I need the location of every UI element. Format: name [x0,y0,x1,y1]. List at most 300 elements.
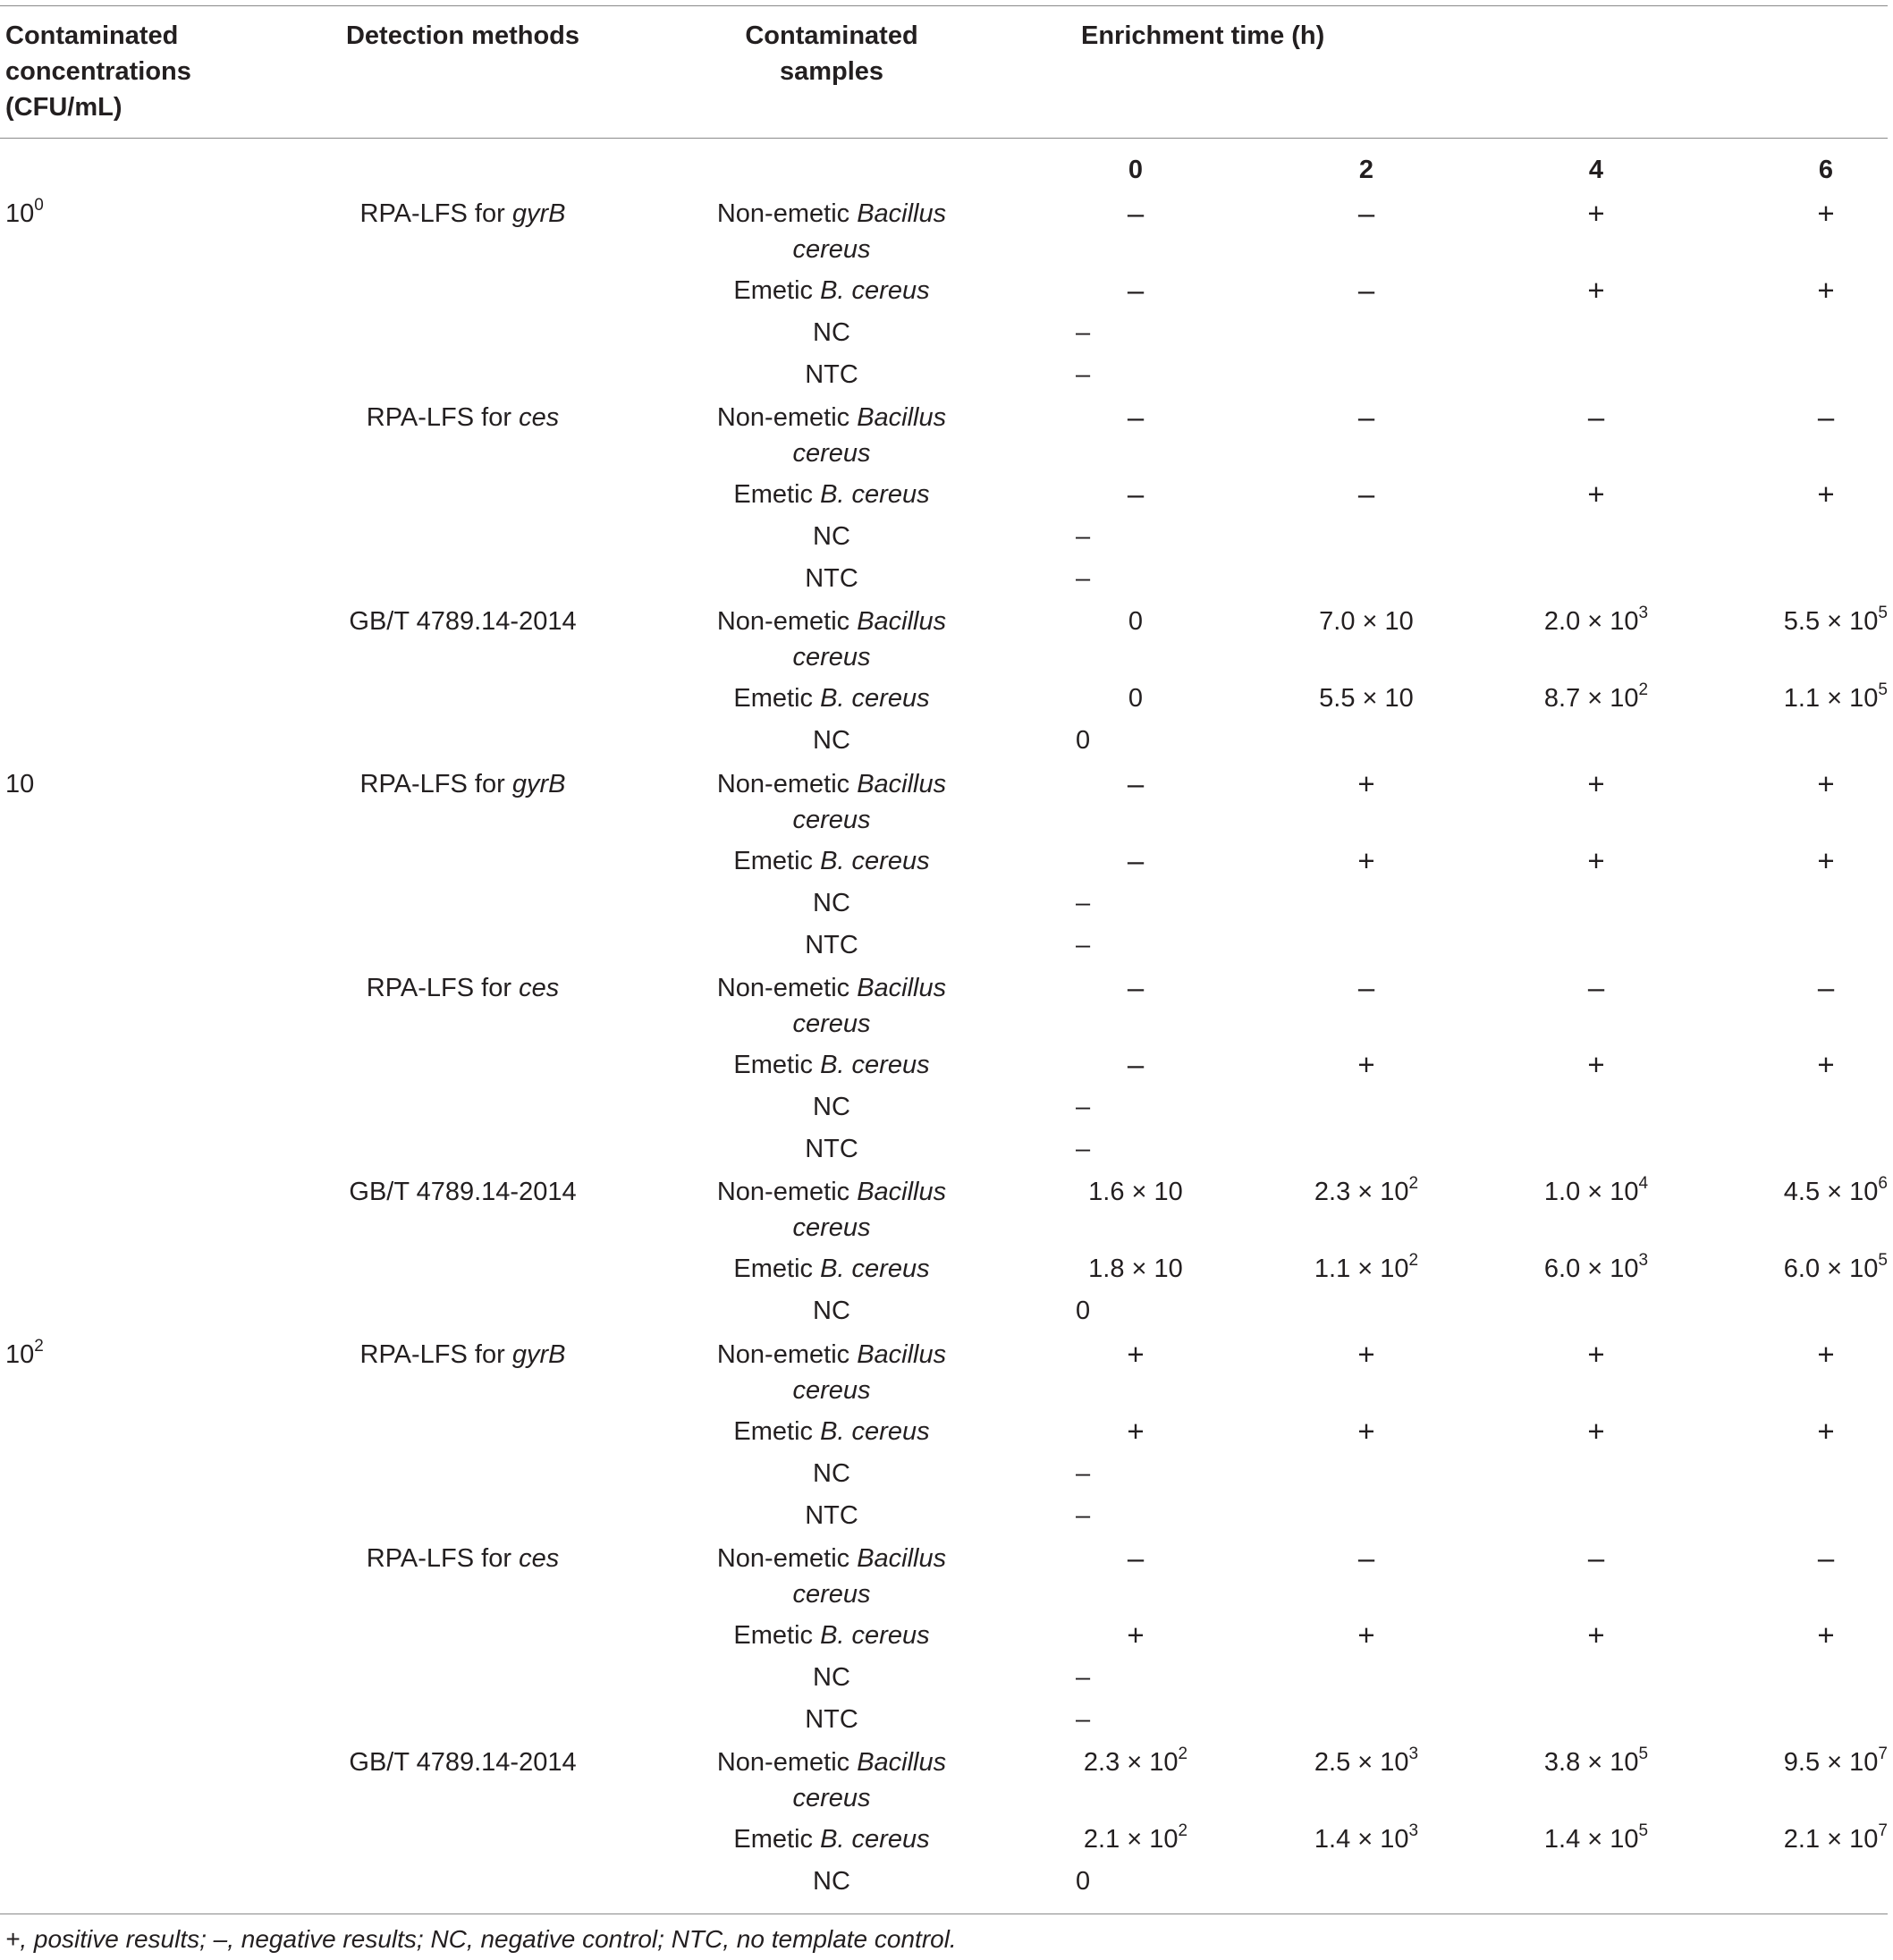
count-mantissa: 3.8 [1543,1748,1581,1777]
sample-line [697,604,966,639]
concentration-exponent: 0 [34,196,44,215]
sample-line [697,435,966,471]
sample-text-italic: B. cereus [820,480,930,509]
times-sign: × 10 [1355,607,1414,636]
sample-line [697,1373,966,1408]
result-cell: – [1127,1542,1145,1575]
sample-label [697,1863,966,1899]
sample-text-italic: Bacillus [857,770,947,798]
header-concentration: Contaminated concentrations (CFU/mL) [5,21,191,122]
result-cell: – [1357,197,1375,230]
sample-text: Non-emetic [716,403,858,432]
sample-text: Emetic [733,684,821,713]
result-cell: + [1587,767,1605,800]
count-cell [1268,1821,1465,1857]
result-cell: – [1127,477,1145,511]
sample-text-italic: Bacillus [857,607,947,636]
count-mantissa: 2.3 [1083,1748,1120,1777]
result-cell: – [1076,564,1091,593]
result-cell: – [1076,522,1091,551]
sample-text: Emetic [733,847,821,875]
result-cell: + [1587,274,1605,307]
gene-name: ces [519,1544,560,1573]
result-cell: – [1127,971,1145,1004]
sample-text: Emetic [733,276,821,305]
times-sign: × 10 [1350,1748,1409,1777]
result-cell: 0 [1076,1867,1091,1896]
count-cell [1037,680,1234,716]
count-mantissa: 1.0 [1543,1178,1581,1206]
sample-text-italic: Bacillus [857,1544,947,1573]
result-cell: – [1357,274,1375,307]
sample-text: Non-emetic [716,607,858,636]
result-cell: + [1817,1048,1835,1081]
result-cell: + [1357,1048,1375,1081]
count-cell [1498,1745,1694,1780]
sample-label [697,1618,966,1653]
sample-text-italic: cereus [792,1213,871,1242]
result-cell: – [1357,477,1375,511]
count-exponent: 5 [1878,1251,1888,1271]
count-exponent: 2 [1638,680,1649,700]
sample-text: NC [813,522,850,551]
count-cell [1699,680,1888,716]
method-text: RPA-LFS for [366,974,520,1002]
method-text: RPA-LFS for [359,770,512,798]
times-sign: × 10 [1580,1255,1639,1283]
sample-label [697,1745,966,1816]
sample-label [697,1821,966,1857]
times-sign: × 10 [1820,1178,1879,1206]
sample-text: NC [813,1093,850,1121]
result-cell: + [1817,197,1835,230]
sample-text: NTC [805,360,858,389]
sample-label [697,970,966,1042]
sample-line [697,970,966,1006]
method-label [295,604,630,639]
sample-line [697,1780,966,1816]
sample-text: NC [813,1867,850,1896]
gene-name: ces [519,974,560,1002]
times-sign: × 10 [1580,1178,1639,1206]
times-sign: × 10 [1580,684,1639,713]
count-mantissa: 1.4 [1314,1825,1351,1854]
sample-text-italic: B. cereus [820,1825,930,1854]
sample-text-italic: Bacillus [857,974,947,1002]
times-sign: × 10 [1120,1748,1179,1777]
times-sign: × 10 [1350,1178,1409,1206]
sample-text-italic: cereus [792,806,871,834]
sample-text: NTC [805,1705,858,1734]
sample-text-italic: Bacillus [857,199,947,228]
count-cell [1699,1821,1888,1857]
result-cell: – [1076,1459,1091,1488]
times-sign: × 10 [1820,1748,1879,1777]
result-cell: – [1127,274,1145,307]
sample-text: Non-emetic [716,974,858,1002]
count-exponent: 5 [1638,1821,1649,1841]
method-label [295,766,630,802]
result-cell: – [1076,1093,1091,1121]
result-cell: – [1076,1135,1091,1163]
count-mantissa: 1.1 [1783,684,1821,713]
count-mantissa: 0 [1128,607,1144,636]
sample-label [697,722,966,758]
result-cell: – [1127,197,1145,230]
times-sign: × 10 [1350,1825,1409,1854]
count-exponent: 5 [1878,680,1888,700]
method-label [295,1174,630,1210]
result-cell: + [1817,477,1835,511]
result-cell: – [1357,971,1375,1004]
result-cell: – [1076,360,1091,389]
sample-text-italic: Bacillus [857,403,947,432]
method-text: RPA-LFS for [366,1544,520,1573]
count-mantissa: 2.0 [1543,607,1581,636]
result-cell: – [1357,401,1375,434]
sample-line [697,1576,966,1612]
sample-label [697,1660,966,1695]
sample-text-italic: cereus [792,1376,871,1405]
sample-text-italic: cereus [792,643,871,672]
sample-text: NC [813,1663,850,1692]
count-exponent: 7 [1878,1821,1888,1841]
count-cell [1699,604,1888,639]
sample-text: Non-emetic [716,1178,858,1206]
count-mantissa: 5.5 [1319,684,1356,713]
sample-text: Non-emetic [716,1340,858,1369]
count-mantissa: 7.0 [1319,607,1356,636]
concentration-label [5,196,44,232]
header-rule [0,138,1888,139]
gene-name: gyrB [511,199,566,228]
count-exponent: 3 [1638,1251,1649,1271]
sample-text-italic: Bacillus [857,1748,947,1777]
sample-text-italic: B. cereus [820,847,930,875]
result-cell: + [1357,1415,1375,1448]
method-text: RPA-LFS for [359,199,512,228]
count-exponent: 7 [1878,1745,1888,1764]
result-cell: – [1817,1542,1835,1575]
count-mantissa: 2.1 [1783,1825,1821,1854]
times-sign: × 10 [1580,1825,1639,1854]
result-cell: 0 [1076,726,1091,755]
concentration-base: 10 [5,770,35,798]
sample-label [697,885,966,921]
count-mantissa: 1.4 [1543,1825,1581,1854]
sample-label [697,1498,966,1533]
method-text: GB/T 4789.14-2014 [349,1178,577,1206]
result-cell: + [1587,844,1605,877]
sample-line [697,1174,966,1210]
result-cell: + [1817,844,1835,877]
concentration-base: 10 [5,199,35,228]
sample-label [697,1047,966,1083]
sample-text: NTC [805,1135,858,1163]
sample-text-italic: Bacillus [857,1178,947,1206]
sample-line [697,196,966,232]
times-sign: × 10 [1124,1255,1183,1283]
method-label [295,1745,630,1780]
method-label [295,196,630,232]
result-cell: – [1127,401,1145,434]
sample-label [697,561,966,596]
sample-label [697,1541,966,1612]
sample-text: Emetic [733,1417,821,1446]
count-cell [1037,1251,1234,1287]
sample-label [697,315,966,351]
sample-label [697,400,966,471]
result-cell: + [1357,767,1375,800]
sample-text: NC [813,1459,850,1488]
count-mantissa: 1.1 [1314,1255,1351,1283]
times-sign: × 10 [1820,1825,1879,1854]
count-cell [1037,1821,1234,1857]
sample-label [697,843,966,879]
sample-text: Non-emetic [716,199,858,228]
result-cell: + [1587,477,1605,511]
count-cell [1498,1821,1694,1857]
sample-text: NTC [805,1501,858,1530]
result-cell: – [1076,931,1091,959]
sample-line [697,1006,966,1042]
method-label [295,1541,630,1576]
sample-line [697,232,966,267]
result-cell: + [1127,1415,1145,1448]
times-sign: × 10 [1580,1748,1639,1777]
sample-label [697,477,966,512]
count-exponent: 2 [1178,1745,1188,1764]
result-cell: – [1076,318,1091,347]
sample-label [697,1337,966,1408]
count-cell [1498,1174,1694,1210]
gene-name: ces [519,403,560,432]
count-exponent: 3 [1408,1821,1419,1841]
times-sign: × 10 [1580,607,1639,636]
count-mantissa: 1.8 [1088,1255,1125,1283]
sample-text-italic: cereus [792,439,871,468]
result-cell: + [1817,767,1835,800]
count-cell [1699,1174,1888,1210]
sample-line [697,1210,966,1246]
sample-text-italic: Bacillus [857,1340,947,1369]
result-cell: – [1587,401,1605,434]
count-mantissa: 2.5 [1314,1748,1351,1777]
sample-line [697,400,966,435]
sample-text-italic: cereus [792,235,871,264]
sample-text: Non-emetic [716,1748,858,1777]
count-cell [1268,1251,1465,1287]
result-cell: + [1587,1415,1605,1448]
count-exponent: 6 [1878,1174,1888,1194]
result-cell: + [1587,1618,1605,1652]
result-cell: – [1587,1542,1605,1575]
result-cell: + [1587,1338,1605,1371]
count-mantissa: 5.5 [1783,607,1821,636]
count-mantissa: 2.3 [1314,1178,1351,1206]
count-cell [1498,680,1694,716]
result-cell: + [1357,1338,1375,1371]
sample-text-italic: cereus [792,1010,871,1038]
result-cell: + [1817,274,1835,307]
count-mantissa: 6.0 [1783,1255,1821,1283]
times-sign: × 10 [1350,1255,1409,1283]
result-cell: – [1076,1705,1091,1734]
header-enrichment-time: Enrichment time (h) [1081,21,1325,50]
times-sign: × 10 [1124,1178,1183,1206]
result-cell: – [1817,971,1835,1004]
time-point-header: 0 [1128,156,1144,184]
sample-text-italic: B. cereus [820,276,930,305]
sample-label [697,680,966,716]
concentration-label [5,766,34,802]
sample-label [697,927,966,963]
sample-text: Non-emetic [716,770,858,798]
footnote: +, positive results; –, negative results; NC, negative control; NTC, no template control. [5,1925,957,1953]
concentration-base: 10 [5,1340,35,1369]
count-exponent: 5 [1638,1745,1649,1764]
result-cell: + [1127,1338,1145,1371]
sample-line [697,639,966,675]
sample-label [697,273,966,308]
count-exponent: 5 [1878,604,1888,623]
count-mantissa: 6.0 [1543,1255,1581,1283]
method-label [295,1337,630,1373]
sample-label [697,1414,966,1449]
result-cell: + [1817,1618,1835,1652]
top-rule [0,5,1888,6]
sample-text: NTC [805,931,858,959]
times-sign: × 10 [1820,607,1879,636]
count-exponent: 2 [1408,1251,1419,1271]
count-cell [1037,1745,1234,1780]
concentration-exponent: 2 [34,1337,44,1356]
sample-label [697,1293,966,1329]
result-cell: – [1127,844,1145,877]
count-mantissa: 2.1 [1083,1825,1120,1854]
times-sign: × 10 [1820,1255,1879,1283]
sample-label [697,1456,966,1491]
sample-text-italic: B. cereus [820,1417,930,1446]
result-cell: – [1076,1663,1091,1692]
result-cell: – [1127,1048,1145,1081]
concentration-label [5,1337,44,1373]
gene-name: gyrB [511,770,566,798]
result-cell: + [1587,1048,1605,1081]
sample-label [697,766,966,838]
count-cell [1268,1174,1465,1210]
sample-label [697,1174,966,1246]
header-contaminated-samples: Contaminated samples [745,21,918,86]
result-cell: + [1357,1618,1375,1652]
result-cell: – [1127,767,1145,800]
count-cell [1699,1251,1888,1287]
count-mantissa: 0 [1128,684,1144,713]
result-cell: – [1076,1501,1091,1530]
times-sign: × 10 [1120,1825,1179,1854]
sample-line [697,802,966,838]
count-exponent: 3 [1408,1745,1419,1764]
result-cell: – [1817,401,1835,434]
header-detection-methods: Detection methods [345,21,580,50]
count-cell [1699,1745,1888,1780]
sample-text: NC [813,318,850,347]
result-cell: + [1127,1618,1145,1652]
count-cell [1037,1174,1234,1210]
result-cell: – [1076,889,1091,917]
method-label [295,400,630,435]
result-cell: – [1587,971,1605,1004]
count-mantissa: 1.6 [1088,1178,1125,1206]
result-cell: – [1357,1542,1375,1575]
sample-label [697,519,966,554]
sample-text-italic: cereus [792,1580,871,1609]
sample-line [697,1745,966,1780]
sample-text-italic: B. cereus [820,1621,930,1650]
result-cell: + [1357,844,1375,877]
count-cell [1037,604,1234,639]
sample-text-italic: B. cereus [820,1255,930,1283]
sample-text: Emetic [733,1621,821,1650]
sample-line [697,1541,966,1576]
sample-text-italic: B. cereus [820,1051,930,1079]
sample-label [697,1131,966,1167]
count-exponent: 4 [1638,1174,1649,1194]
sample-text-italic: B. cereus [820,684,930,713]
sample-line [697,1337,966,1373]
count-cell [1268,680,1465,716]
count-exponent: 2 [1178,1821,1188,1841]
count-mantissa: 9.5 [1783,1748,1821,1777]
sample-label [697,1089,966,1125]
time-point-header: 6 [1818,156,1834,184]
gene-name: gyrB [511,1340,566,1369]
sample-text: Emetic [733,480,821,509]
result-cell: 0 [1076,1297,1091,1325]
method-text: GB/T 4789.14-2014 [349,1748,577,1777]
count-exponent: 3 [1638,604,1649,623]
sample-text: NTC [805,564,858,593]
count-cell [1498,1251,1694,1287]
count-mantissa: 8.7 [1543,684,1581,713]
time-point-header: 2 [1358,156,1374,184]
sample-text: Emetic [733,1051,821,1079]
count-cell [1268,604,1465,639]
sample-text: Emetic [733,1255,821,1283]
sample-text: NC [813,889,850,917]
method-text: RPA-LFS for [359,1340,512,1369]
sample-text: NC [813,726,850,755]
sample-label [697,357,966,393]
count-cell [1268,1745,1465,1780]
times-sign: × 10 [1820,684,1879,713]
result-cell: + [1587,197,1605,230]
sample-text-italic: cereus [792,1784,871,1812]
sample-text: Non-emetic [716,1544,858,1573]
sample-line [697,766,966,802]
time-point-header: 4 [1588,156,1604,184]
times-sign: × 10 [1355,684,1414,713]
sample-text: NC [813,1297,850,1325]
sample-label [697,1251,966,1287]
count-exponent: 2 [1408,1174,1419,1194]
sample-label [697,196,966,267]
count-cell [1498,604,1694,639]
result-cell: + [1817,1415,1835,1448]
count-mantissa: 4.5 [1783,1178,1821,1206]
sample-label [697,1702,966,1737]
method-text: RPA-LFS for [366,403,520,432]
